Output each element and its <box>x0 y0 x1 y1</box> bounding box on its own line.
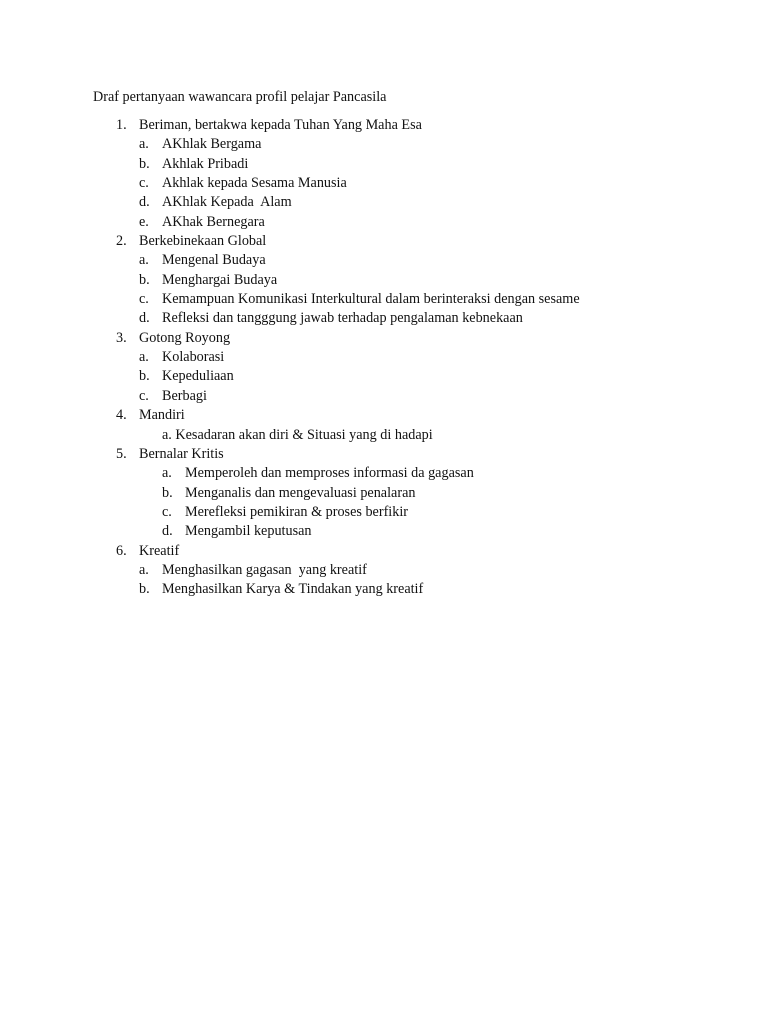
list-item <box>0 522 768 541</box>
list-item <box>0 193 768 212</box>
list-item <box>0 580 768 599</box>
item-letter: c. <box>162 503 172 520</box>
item-letter: c. <box>139 291 149 308</box>
item-text: AKhlak Kepada Alam <box>162 194 292 211</box>
list-item <box>0 348 768 367</box>
list-item <box>0 484 768 503</box>
list-item <box>0 290 768 309</box>
item-text: Menghargai Budaya <box>162 271 278 288</box>
section-3 <box>0 329 768 348</box>
item-letter: d. <box>139 194 150 211</box>
section-4 <box>0 406 768 425</box>
item-letter: c. <box>139 175 149 192</box>
item-text: Kepeduliaan <box>162 368 234 385</box>
item-text: Memperoleh dan memproses informasi da gagasan <box>185 465 474 482</box>
item-text: Merefleksi pemikiran & proses berfikir <box>185 503 408 520</box>
item-text: Refleksi dan tangggung jawab terhadap pengalaman kebnekaan <box>162 310 523 327</box>
item-letter: b. <box>139 368 150 385</box>
section-number: 1. <box>116 117 127 133</box>
item-letter: b. <box>162 484 173 501</box>
list-item <box>0 387 768 406</box>
item-text: Menganalis dan mengevaluasi penalaran <box>185 484 416 501</box>
section-number: 6. <box>116 542 127 559</box>
item-text: Kemampuan Komunikasi Interkultural dalam berinteraksi dengan sesame <box>162 291 580 308</box>
list-item <box>0 213 768 232</box>
list-item <box>0 464 768 483</box>
item-letter: a. <box>139 349 149 366</box>
item-letter: b. <box>139 271 150 288</box>
section-label: Gotong Royong <box>139 329 231 346</box>
list-item <box>0 174 768 193</box>
list-item <box>0 426 768 445</box>
list-item <box>0 135 768 154</box>
list-item <box>0 367 768 386</box>
item-letter: d. <box>162 523 173 540</box>
document-title: Draf pertanyaan wawancara profil pelajar Pancasila <box>93 89 387 105</box>
section-number: 4. <box>116 407 127 424</box>
section-5 <box>0 445 768 464</box>
section-label: Kreatif <box>139 542 180 559</box>
section-number: 5. <box>116 445 127 462</box>
section-2 <box>0 232 768 251</box>
section-label: Mandiri <box>139 407 185 424</box>
section-label: Berkebinekaan Global <box>139 233 267 250</box>
list-item <box>0 271 768 290</box>
list-item <box>0 251 768 270</box>
item-text: AKhak Bernegara <box>162 213 265 230</box>
item-text: Akhlak Pribadi <box>162 155 249 172</box>
item-letter: a. <box>139 561 149 578</box>
item-letter: a. <box>139 136 149 153</box>
section-1 <box>0 116 768 135</box>
list-item <box>0 155 768 174</box>
item-letter: b. <box>139 155 150 172</box>
item-text: AKhlak Bergama <box>162 136 262 153</box>
item-text: Akhlak kepada Sesama Manusia <box>162 175 347 192</box>
list-item <box>0 503 768 522</box>
section-label: Beriman, bertakwa kepada Tuhan Yang Maha Esa <box>139 117 422 133</box>
item-text: Berbagi <box>162 387 207 404</box>
item-text: Mengambil keputusan <box>185 523 312 540</box>
outline-list <box>0 116 768 600</box>
section-label: Bernalar Kritis <box>139 445 224 462</box>
item-letter: d. <box>139 310 150 327</box>
item-text: Mengenal Budaya <box>162 252 266 269</box>
item-text: Menghasilkan Karya & Tindakan yang kreatif <box>162 581 424 598</box>
list-item <box>0 309 768 328</box>
item-letter: b. <box>139 581 150 598</box>
item-letter: a. <box>139 252 149 269</box>
section-6 <box>0 542 768 561</box>
item-letter: e. <box>139 213 149 230</box>
section-number: 3. <box>116 329 127 346</box>
item-text: Kolaborasi <box>162 349 225 366</box>
section-number: 2. <box>116 233 127 250</box>
list-item <box>0 561 768 580</box>
item-letter: c. <box>139 387 149 404</box>
item-text: a. Kesadaran akan diri & Situasi yang di hadapi <box>162 426 433 443</box>
item-text: Menghasilkan gagasan yang kreatif <box>162 561 367 578</box>
item-letter: a. <box>162 465 172 482</box>
